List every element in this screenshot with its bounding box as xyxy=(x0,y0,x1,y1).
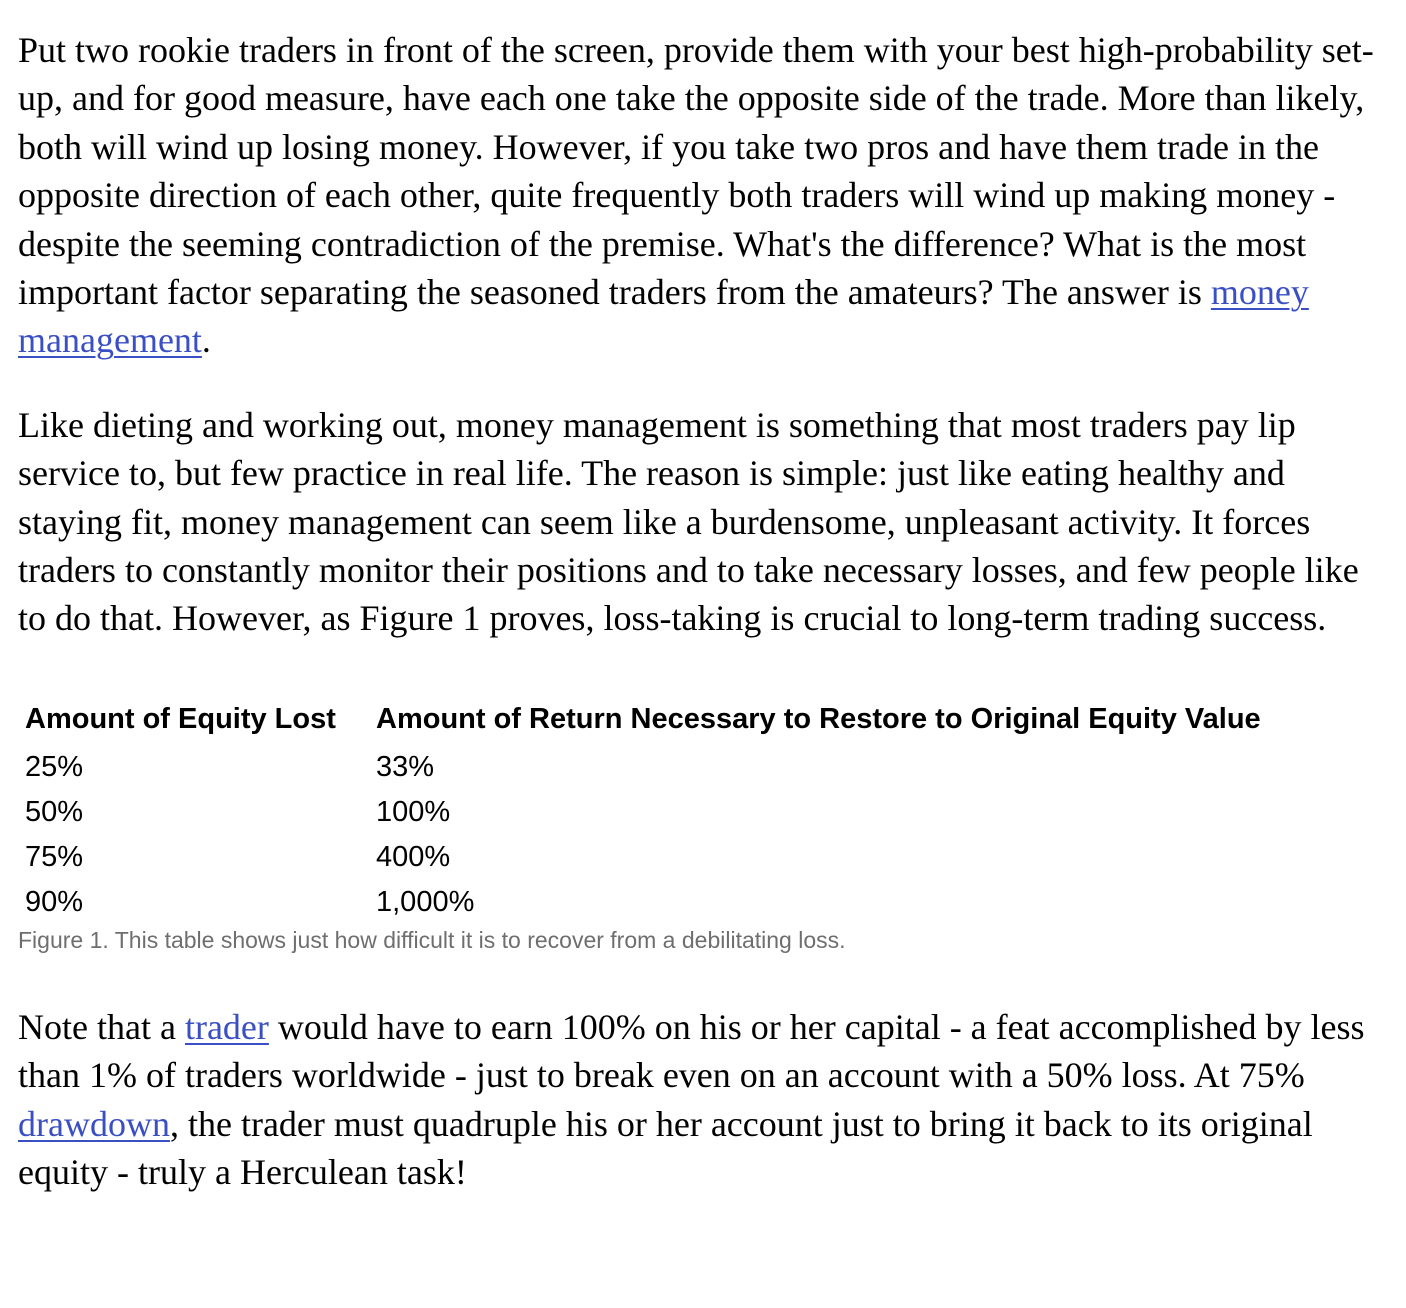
equity-lost-cell: 50% xyxy=(25,795,84,828)
paragraph-1-text: Put two rookie traders in front of the screen, provide them with your best high-probability set-up, and for good measure, have each one take the opposite side of the trade. More than likely, both will wind up losing money. However, if you take two pros and have them trade in the opposite direction of each other, quite frequently both traders will wind up making money - despite the seeming contradiction of the premise. What's the difference? What is the most important factor separating the seasoned traders from the amateurs? The answer is xyxy=(18,30,1374,313)
paragraph-3-middle: would have to earn 100% on his or her capital - a feat accomplished by less than 1% of traders worldwide - just to break even on an account with a 50% loss. At 75% xyxy=(18,1006,1365,1096)
return-necessary-cell: 1,000% xyxy=(376,885,475,918)
table-row xyxy=(18,880,1261,925)
header-equity-lost: Amount of Equity Lost xyxy=(25,702,336,735)
equity-recovery-table xyxy=(18,701,1261,925)
equity-lost-cell: 25% xyxy=(25,750,84,783)
return-necessary-cell: 100% xyxy=(376,795,451,828)
paragraph-dieting-analogy xyxy=(18,401,1388,643)
return-necessary-cell: 400% xyxy=(376,840,451,873)
paragraph-recovery-note xyxy=(18,1003,1388,1197)
paragraph-2-text: Like dieting and working out, money management is something that most traders pay lip service to, but few practice in real life. The reason is simple: just like eating healthy and staying fit, money management can seem like a burdensome, unpleasant activity. It forces traders to constantly monitor their positions and to take necessary losses, and few people like to do that. However, as Figure 1 proves, loss-taking is crucial to long-term trading success. xyxy=(18,404,1359,639)
equity-lost-cell: 90% xyxy=(25,885,84,918)
drawdown-link[interactable]: drawdown xyxy=(18,1103,170,1144)
equity-lost-cell: 75% xyxy=(25,840,84,873)
money-management-link[interactable]: money management xyxy=(18,272,1309,361)
table-row xyxy=(18,790,1261,835)
table-row xyxy=(18,835,1261,880)
header-return-necessary: Amount of Return Necessary to Restore to Original Equity Value xyxy=(376,702,1261,735)
table-row xyxy=(18,745,1261,790)
paragraph-3-start: Note that a xyxy=(18,1006,185,1047)
table-header-row xyxy=(18,701,1261,745)
return-necessary-cell: 33% xyxy=(376,750,435,783)
article-body xyxy=(18,26,1388,1197)
figure-caption: Figure 1. This table shows just how difficult it is to recover from a debilitating loss. xyxy=(18,926,846,953)
trader-link[interactable]: trader xyxy=(184,1006,269,1047)
paragraph-3-end: , the trader must quadruple his or her account just to bring it back to its original equity - truly a Herculean task! xyxy=(18,1103,1313,1193)
paragraph-1-period: . xyxy=(201,320,211,361)
paragraph-money-management-intro xyxy=(18,26,1388,365)
figure-1 xyxy=(18,701,1388,955)
